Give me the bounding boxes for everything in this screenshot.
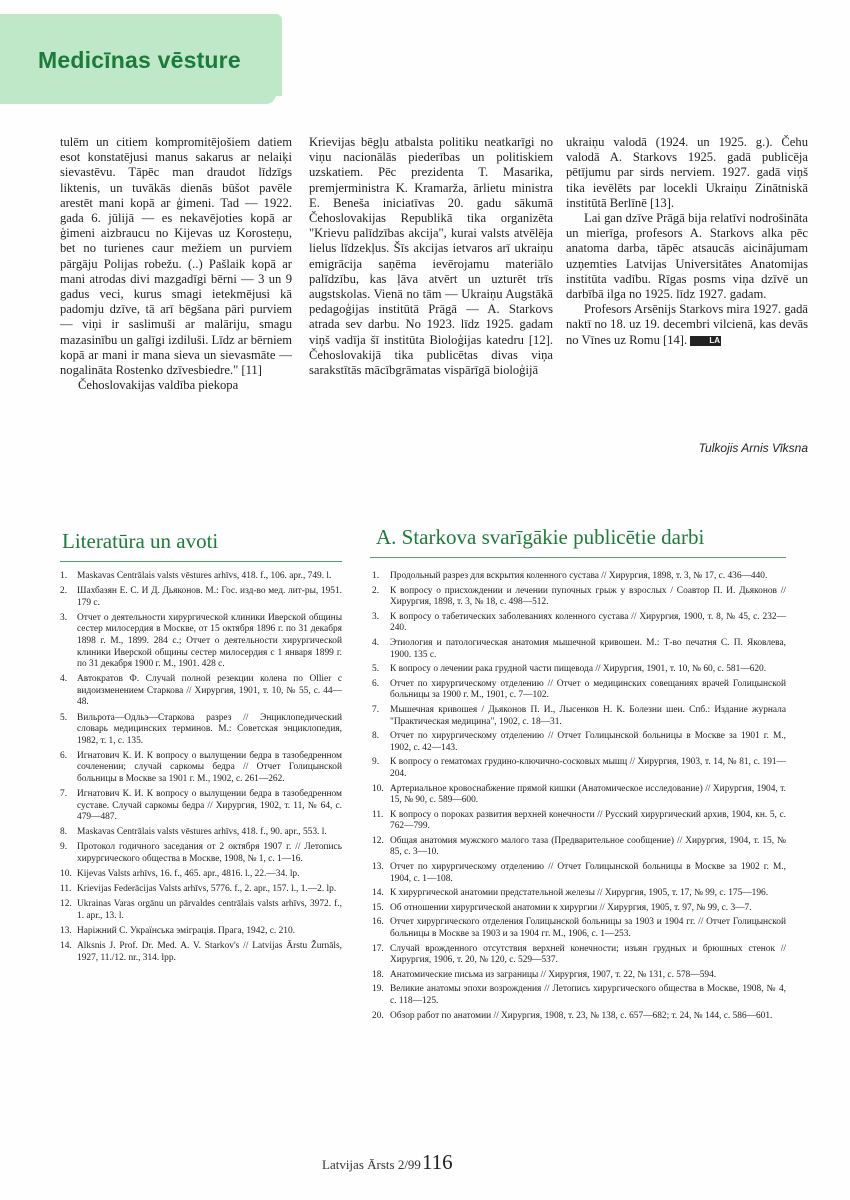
literature-item: [60, 751, 342, 786]
item-number: 2.: [372, 585, 380, 596]
item-number: 7.: [372, 704, 380, 715]
item-text: Мышечная кривошея / Дьяконов П. И., Лысенков Н. К. Болезни шеи. Спб.: Издание журнала "Практическая медицина", 1902, с. 18—31.: [390, 704, 786, 727]
publication-item: [372, 571, 786, 583]
item-number: 9.: [60, 842, 68, 853]
item-number: 5.: [372, 664, 380, 675]
publication-item: [372, 705, 786, 728]
item-number: 3.: [372, 611, 380, 622]
item-text: Отчет по хирургическому отделению // Отчет о медицинских совещаниях врачей Голицынской больницы за 1900 г. М., 1901, с. 7—102.: [390, 678, 786, 701]
publication-item: [372, 836, 786, 859]
item-text: Ukrainas Varas orgānu un pārvaldes centrālais valsts arhīvs, 3972. f., 1. apr., 13. l.: [77, 899, 342, 921]
item-text: К вопросу о пороках развития верхней конечности // Русский хирургический архив, 1904, кн. 5, с. 762—799.: [390, 809, 786, 832]
article-paragraph: Čehoslovakijas valdība piekopa: [78, 378, 239, 393]
publication-item: [372, 586, 786, 609]
item-number: 13.: [60, 926, 72, 937]
literature-item: [60, 674, 342, 709]
section-title: Medicīnas vēsture: [38, 47, 241, 73]
item-number: 14.: [60, 941, 72, 952]
item-number: 10.: [372, 783, 384, 794]
item-text: Общая анатомия мужского малого таза (Предварительное сообщение) // Хирургия, 1904, т. 15, № 85, с. 3—10.: [390, 835, 786, 858]
item-text: Шахбазян Е. С. И Д. Дьяконов. М.: Гос. изд-во мед. лит-ры, 1951. 179 с.: [77, 586, 342, 608]
item-text: Артериальное кровоснабжение прямой кишки (Анатомическое исследование) // Хирургия, 1904, т. 15, № 90, с. 589—600.: [390, 783, 786, 806]
publication-item: [372, 664, 786, 676]
publication-item: [372, 638, 786, 661]
item-number: 4.: [60, 674, 68, 685]
article-column-2: [309, 135, 553, 378]
publication-item: [372, 888, 786, 900]
publications-list: [372, 571, 786, 1025]
publication-item: [372, 944, 786, 967]
item-text: Наріжний С. Українська эмiграцiя. Прага, 1942, c. 210.: [77, 926, 296, 937]
article-paragraph: Lai gan dzīve Prāgā bija relatīvi nodrošināta un mierīga, profesors A. Starkovs alka pēc anatoma darba, tāpēc atsaucās aicinājumam uzņemties Latvijas Universitātes Anatomijas institūta vadību. Rīgas posms viņa dzīvē un darbībā ilga no 1925. līdz 1927. gadam.: [566, 211, 808, 302]
item-number: 1.: [60, 571, 68, 581]
literature-item: [60, 842, 342, 865]
literature-item: [60, 571, 342, 583]
item-number: 16.: [372, 917, 384, 928]
item-text: Отчет по хирургическому отделению // Отчет Голицынской больницы в Москве за 1902 г. М., 1904, с. 1—108.: [390, 862, 786, 884]
publication-item: [372, 862, 786, 885]
literature-item: [60, 899, 342, 922]
article-end-mark: LA: [690, 336, 721, 346]
publication-item: [372, 810, 786, 833]
item-number: 8.: [372, 731, 380, 742]
item-number: 8.: [60, 827, 68, 838]
item-number: 10.: [60, 869, 72, 880]
item-number: 18.: [372, 969, 384, 980]
publication-item: [372, 1011, 786, 1023]
translator-label: Tulkojis: [698, 441, 739, 455]
item-text: Отчет хирургического отделения Голицынской больницы за 1903 и 1904 гг. // Отчет Голицынской больницы в Москве за 1903 и за 1904 гг. М., 1906, с. 1—253.: [390, 917, 786, 940]
item-text: Об отношении хирургической анатомии к хирургии // Хирургия, 1905, т. 97, № 99, с. 3—7.: [390, 902, 752, 913]
item-text: Обзор работ по анатомии // Хирургия, 1908, т. 23, № 138, с. 657—682; т. 24, № 144, с. 586—601.: [390, 1010, 773, 1021]
literature-item: [60, 869, 342, 881]
literature-divider: [60, 561, 342, 562]
page-number: 116: [421, 1150, 453, 1174]
item-text: Автократов Ф. Случай полной резекции колена по Ollier с видоизменением Старкова // Хирургия, 1901, т. 10, № 55, с. 44—48.: [77, 674, 342, 708]
item-number: 9.: [372, 757, 380, 768]
item-number: 5.: [60, 712, 68, 723]
article-paragraph: tulēm un citiem kompromitējošiem datiem esot konstatējusi manus sakarus ar nelaiķi sievastēvu. Tāpēc man draudot līdzīgs liktenis, un tuvākās dienās būšot pavēle arestēt mani kopā ar ģimeni. Tad — 1922. gada 6. jūlijā — es nekavējoties kopā ar ģimeni aizbraucu no Kijevas uz Korosteņu, bet no turienes caur mežiem un purviem pārgāju Polijas robežu. (..) Pašlaik kopā ar mani atrodas divi mazgadīgi bērni — 3 un 9 gadus veci, kurus smagi ietekmējusi kā padomju dzīve, tā arī bēgšana pāri purviem — viņi ir saslimuši ar malāriju, smagu mazasinību un galīgi izdiluši. Līdz ar bērniem kopā ar mani ir mana sieva un sievasmāte — nogalināta Rostenko dzīvesbiedre." [11]: [60, 135, 292, 378]
publication-item: [372, 612, 786, 635]
article-column-3: [566, 135, 808, 348]
item-text: Игнатович К. И. К вопросу о вылущении бедра в тазобедренном сочленении; случай саркомы бедра // Отчет Голицынской больницы в Москве за 1901 г. М., 1902, с. 261—262.: [77, 750, 342, 784]
item-number: 2.: [60, 586, 68, 597]
publications-heading: A. Starkova svarīgākie publicētie darbi: [376, 525, 705, 549]
item-number: 17.: [372, 943, 384, 954]
item-text: Maskavas Centrālais valsts vēstures arhīvs, 418. f., 106. apr., 749. l.: [77, 571, 332, 581]
publication-item: [372, 731, 786, 754]
literature-heading: Literatūra un avoti: [62, 529, 219, 553]
item-number: 6.: [372, 678, 380, 689]
literature-item: [60, 884, 342, 896]
item-text: Alksnis J. Prof. Dr. Med. A. V. Starkov's // Latvijas Ārstu Žurnāls, 1927, 11./12. nr., 314. lpp.: [77, 941, 342, 963]
literature-item: [60, 941, 342, 964]
item-text: Анатомические письма из заграницы // Хирургия, 1907, т. 22, № 131, с. 578—594.: [390, 969, 717, 980]
publication-item: [372, 757, 786, 780]
item-text: К хирургической анатомии предстательной железы // Хирургия, 1905, т. 17, № 99, с. 175—196.: [390, 888, 769, 899]
item-text: Протокол годичного заседания от 2 октября 1907 г. // Летопись хирургического общества в Москве, 1908, № 1, с. 1—16.: [77, 842, 342, 865]
literature-item: [60, 713, 342, 748]
publication-item: [372, 679, 786, 702]
publication-item: [372, 903, 786, 915]
item-text: К вопросу о присхождении и лечении пупочных грыж у взрослых / Соавтор П. И. Дьяконов // Хирургия, 1898, т. 3, № 18, с. 498—512.: [390, 585, 786, 608]
item-number: 19.: [372, 984, 384, 995]
item-text: К вопросу о гематомах грудино-ключично-сосковых мышц // Хирургия, 1903, т. 14, № 81, с. 191—204.: [390, 757, 786, 779]
item-number: 7.: [60, 789, 68, 800]
article-column-1: [60, 135, 292, 393]
publications-divider: [370, 557, 786, 558]
item-number: 11.: [372, 809, 384, 820]
literature-item: [60, 789, 342, 824]
item-number: 12.: [372, 835, 384, 846]
item-text: Вильрота—Одльэ—Старкова разрез // Энциклопедический словарь медицинских терминов. М.: Советская энциклопедия, 1982, т. 1, с. 135.: [77, 712, 342, 746]
item-text: Случай врожденного отсутствия верхней конечности; изъян грудных и брюшных стенок // Хирургия, 1906, т. 20, № 120, с. 529—537.: [390, 943, 786, 966]
item-text: Великие анатомы эпохи возрождения // Летопись хирургического общества в Москве, 1908, № 4, с. 118—125.: [390, 984, 786, 1006]
item-text: Maskavas Centrālais valsts vēstures arhīvs, 418. f., 90. apr., 553. l.: [77, 827, 327, 838]
literature-item: [60, 613, 342, 671]
item-number: 13.: [372, 862, 384, 873]
publication-item: [372, 917, 786, 940]
item-text: Отчет по хирургическому отделению // Отчет Голицынской больницы в Москве за 1901 г. М., 1902, с. 42—143.: [390, 731, 786, 753]
item-text: К вопросу о табетических заболеваниях коленного сустава // Хирургия, 1900, т. 8, № 45, с. 232—240.: [390, 611, 786, 634]
article-paragraph: ukraiņu valodā (1924. un 1925. g.). Čehu valodā A. Starkovs 1925. gadā publicēja pētījumu par sirds nerviem. 1927. gadā viņš tika ievēlēts par locekli Ukraiņu Zinātniskā institūtā Berlīnē [13].: [566, 135, 808, 210]
literature-item: [60, 586, 342, 609]
literature-item: [60, 926, 342, 938]
item-text: Отчет о деятельности хирургической клиники Иверской общины сестер милосердия в Москве, от 15 октября 1896 г. по 31 декабря 1898 г. М., 1899. 284 с.; Отчет о деятельности хирургической клиники Иверской общины сестер милосердия с 1 января 1899 г. по 31 декабря 1900 г. М., 1901. 428 с.: [77, 612, 342, 670]
publication-item: [372, 784, 786, 807]
article-paragraph: Krievijas bēgļu atbalsta politiku neatkarīgi no viņu nacionālās piederības un politiskiem uzskatiem. Pēc prezidenta T. Masarika, premjerministra K. Kramarža, ārlietu ministra E. Beneša iniciatīvas 20. gadu sākumā Čehoslovakijas Republikā tika organizēta "Krievu palīdzības akcija", kurai valsts atvēlēja lielus līdzekļus. Šīs akcijas ietvaros arī ukraiņu emigrācija saņēma ievērojamu materiālo palīdzību, kas ļāva atvērt un uzturēt trīs augstskolas. Vienā no tām — Ukraiņu Augstākā pedagoģijas institūtā Prāgā — A. Starkovs atrada sev darbu. No 1923. līdz 1925. gadam viņš vadīja šī institūta Bioloģijas katedru [12]. Čehoslovakijā tika publicētas divas viņa sarakstītās mācībgrāmatas vispārīgā bioloģijā: [309, 135, 553, 378]
item-text: К вопросу о лечении рака грудной части пищевода // Хирургия, 1901, т. 10, № 60, с. 581—620.: [390, 664, 767, 675]
item-text: Продольный разрез для вскрытия коленного сустава // Хирургия, 1898, т. 3, № 17, с. 436—440.: [390, 571, 768, 581]
item-text: Игнатович К. И. К вопросу о вылущении бедра в тазобедренном суставе. Случай саркомы бедра // Хирургия, 1902, т. 11, № 64, с. 479—487.: [77, 789, 342, 823]
item-number: 20.: [372, 1010, 384, 1021]
publication-item: [372, 984, 786, 1007]
item-text: Этиология и патологическая анатомия мышечной кривошеи. М.: Т-во печатня С. П. Яковлева, 1900. 135 с.: [390, 637, 786, 660]
publication-item: [372, 970, 786, 982]
translator-name: Arnis Vīksna: [741, 441, 808, 455]
item-number: 6.: [60, 750, 68, 761]
item-number: 3.: [60, 612, 68, 623]
literature-list: [60, 571, 342, 968]
item-number: 1.: [372, 571, 380, 581]
translator-credit: [620, 441, 808, 455]
item-number: 14.: [372, 888, 384, 899]
page-footer: [322, 1150, 582, 1175]
item-text: Krievijas Federācijas Valsts arhīvs, 5776. f., 2. apr., 157. l., 1.—2. lp.: [77, 884, 337, 895]
item-number: 15.: [372, 902, 384, 913]
item-text: Kijevas Valsts arhīvs, 16. f., 465. apr., 4816. l., 22.—34. lp.: [77, 869, 300, 880]
item-number: 11.: [60, 884, 72, 895]
journal-name: Latvijas Ārsts 2/99: [322, 1157, 421, 1172]
item-number: 4.: [372, 637, 380, 648]
literature-item: [60, 827, 342, 839]
item-number: 12.: [60, 899, 72, 910]
article-paragraph: Profesors Arsēnijs Starkovs mira 1927. gadā naktī no 18. uz 19. decembri vilcienā, kas devās no Vīnes uz Romu [14]. LA: [566, 302, 808, 347]
